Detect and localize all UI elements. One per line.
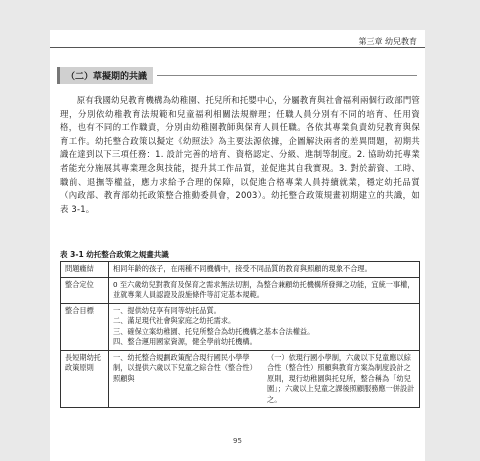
table-caption: 表 3-1 幼托整合政策之規畫共識: [60, 250, 169, 259]
table-row: [61, 303, 420, 350]
table-row: [61, 350, 420, 408]
list-item: 一、提供幼兒享有同等幼托品質。: [113, 305, 221, 315]
row-label: 問題癥結: [61, 262, 109, 278]
section-heading-text: （二）草擬期的共識: [57, 67, 153, 84]
running-header: 第三章 幼兒教育: [358, 37, 417, 46]
section-heading: [57, 67, 417, 84]
row-label: 長短期幼托政策原則: [61, 350, 109, 408]
page-number: 95: [233, 437, 242, 445]
heading-rule: [157, 75, 417, 76]
row-label: 整合定位: [61, 277, 109, 303]
row-content: 0 至六歲幼兒對教育及保育之需求無法切割，為整合兼顧幼托機構所發揮之功能，宜統一事權，並就專業人員認證及設施條件等訂定基本規範。: [109, 277, 420, 303]
consensus-table: [60, 261, 420, 408]
row-content: 相同年齡的孩子，在兩種不同機構中，接受不同品質的教育與照顧的現象不合理。: [109, 262, 420, 278]
table-row: [61, 262, 420, 278]
list-item: 二、滿足現代社會與家庭之幼托需求。: [113, 316, 236, 325]
header-rule: [50, 47, 425, 48]
list-item: 四、整合運用國家資源，健全學前幼托機構。: [113, 337, 257, 346]
policy-principle: 一、幼托整合規劃政策配合現行國民小學學制，以提供六歲以下兒童之綜合性（整合性）照顧與: [113, 352, 257, 383]
list-item: 三、確保立案幼稚園、托兒所整合為幼托機構之基本合法權益。: [113, 326, 315, 336]
body-paragraph: 原有我國幼兒教育機構為幼稚園、托兒所和托嬰中心，分屬教育與社會福利兩個行政部門管理，分別依幼稚教育法規範和兒童福利相關法規辦理；任職人員分別有不同的培育、任用資格，也有不同的工作職責，分別由幼稚園教師與保育人員任職。各依其專業負責幼兒教育與保育工作。幼托整合政策以擬定《幼照法》為主要法源依據，企圖解決兩者的差異問題，初期共識在達到以下三項任務：1. 設計完善的培育、資格認定、分級、進制等制度。2. 協助幼托專業者能充分施展其專業理念與技能，提升其工作品質，並促進其自我實現。3. 對於薪資、工時、職前、退撫等權益，應力求給予合理的保障，以促進合格專業人員持續就業，穩定幼托品質（內政部、教育部幼托政策整合推動委員會，2003）。幼托整合政策規畫初期建立的共識，如表 3-1。: [60, 95, 420, 214]
row-label: 整合目標: [61, 303, 109, 350]
table-row: [61, 277, 420, 303]
row-content: [109, 303, 420, 350]
row-content: [109, 350, 420, 408]
policy-detail: （一）依現行國小學制，六歲以下兒童應以綜合性（整合性）照顧與教育方案為制度設計之原則，現行幼稚園與托兒所，整合稱為「幼兒園」；六歲以上兒童之課後照顧服務應一併設計之。: [267, 352, 415, 404]
